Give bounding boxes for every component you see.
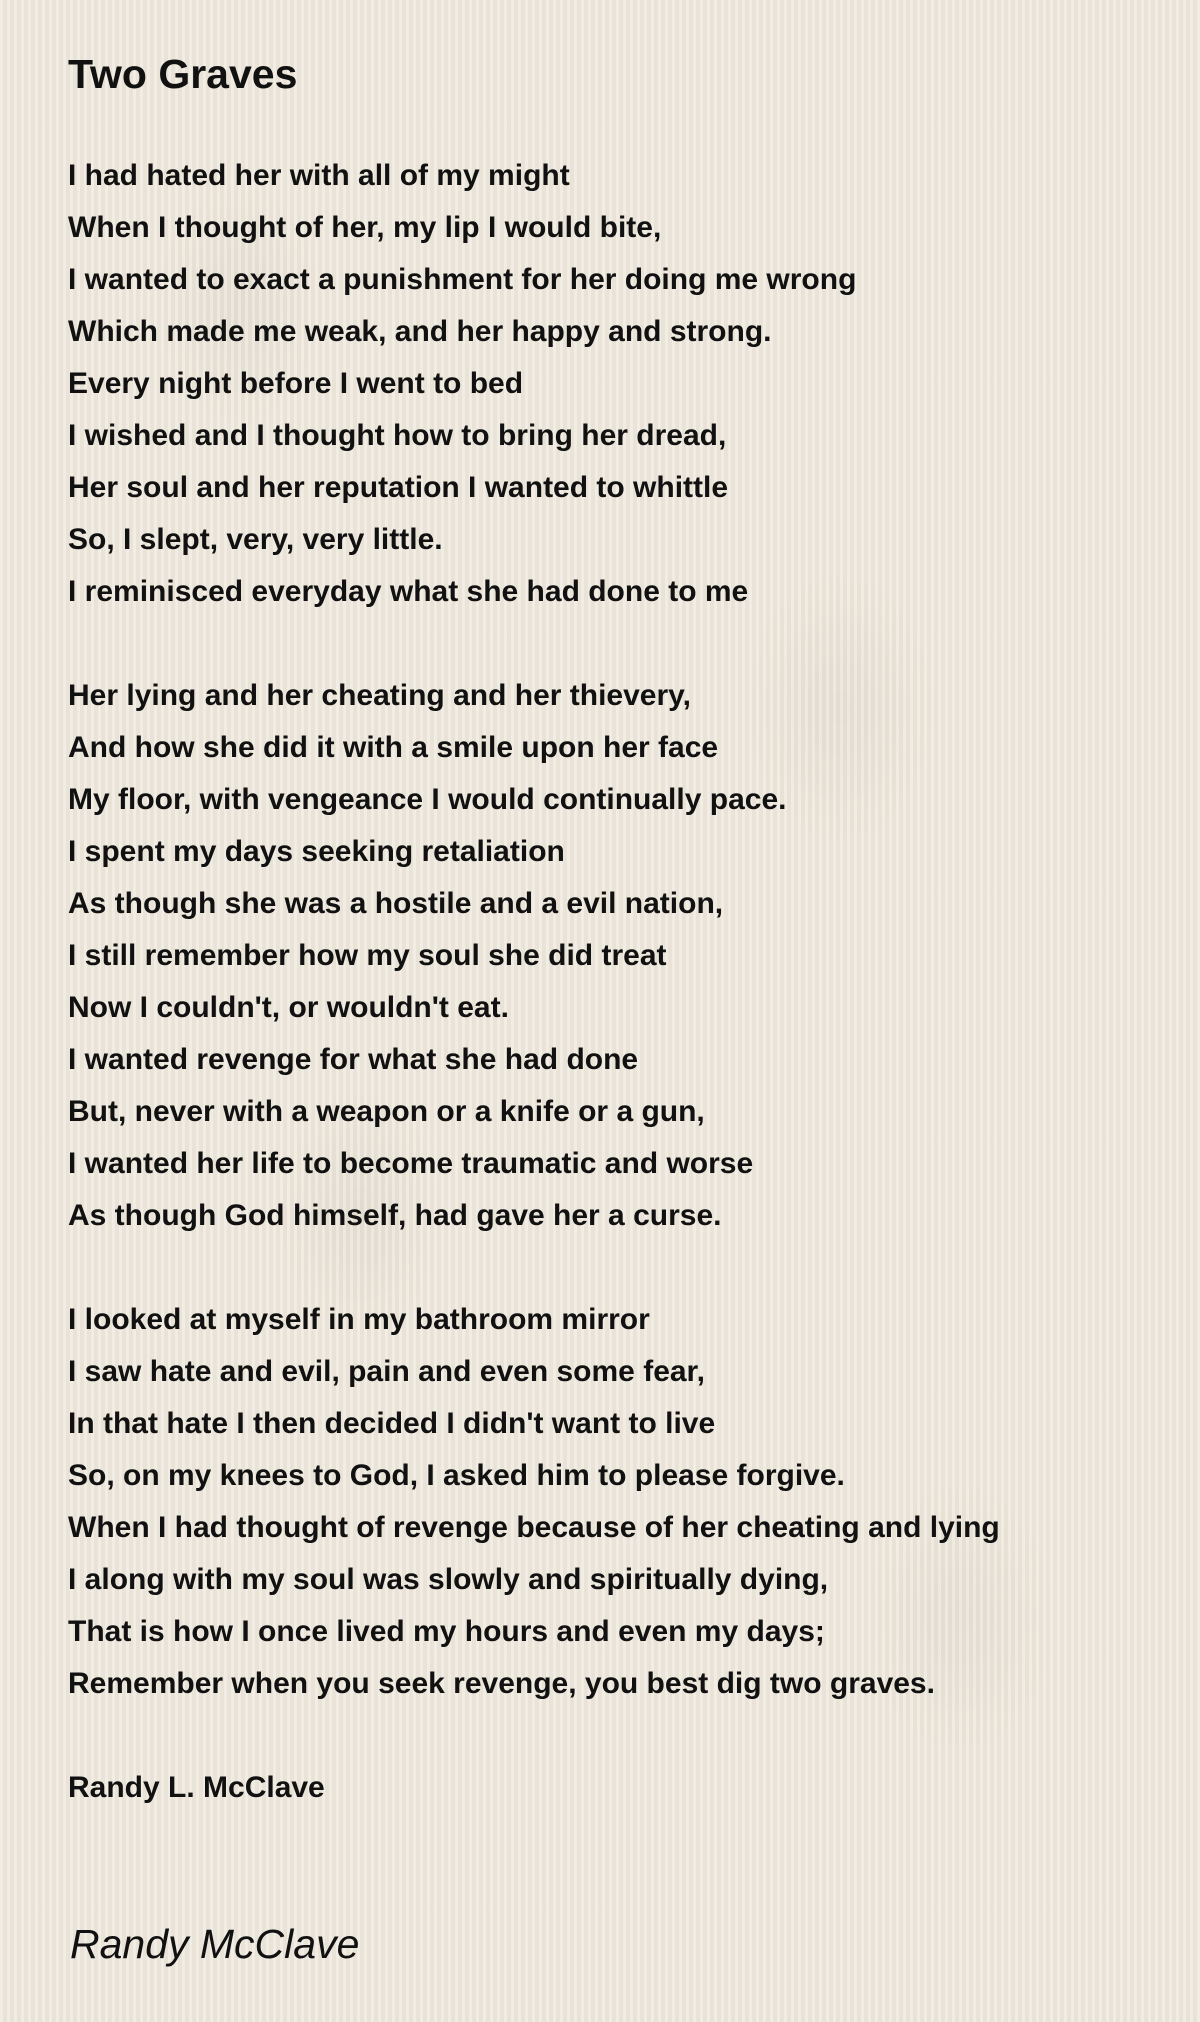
poem-line: That is how I once lived my hours and even my days; [68, 1615, 825, 1648]
poem-line: I wanted her life to become traumatic and worse [68, 1147, 754, 1180]
poem-line: As though God himself, had gave her a curse. [68, 1199, 722, 1232]
poem-line: My floor, with vengeance I would continually pace. [68, 783, 787, 816]
poem-line: Her lying and her cheating and her thievery, [68, 679, 691, 712]
author-signature: Randy McClave [70, 1921, 360, 1967]
poem-line: I wished and I thought how to bring her dread, [68, 419, 727, 452]
poem-line: Her soul and her reputation I wanted to whittle [68, 471, 729, 504]
poem-title: Two Graves [68, 51, 298, 97]
poem-line: Which made me weak, and her happy and strong. [68, 315, 772, 348]
poem-line: I had hated her with all of my might [68, 159, 570, 192]
poem-line: In that hate I then decided I didn't want to live [68, 1407, 716, 1440]
poem-line: And how she did it with a smile upon her face [68, 731, 719, 764]
poem-body [68, 150, 1168, 1814]
stanza-2 [68, 670, 1168, 1242]
poem-line: I reminisced everyday what she had done to me [68, 575, 749, 608]
poem-line: But, never with a weapon or a knife or a gun, [68, 1095, 705, 1128]
poem-line: When I thought of her, my lip I would bite, [68, 211, 662, 244]
poem-line: I along with my soul was slowly and spiritually dying, [68, 1563, 829, 1596]
poem-line: When I had thought of revenge because of her cheating and lying [68, 1511, 1000, 1544]
poem-line: I spent my days seeking retaliation [68, 835, 565, 868]
poem-line: Every night before I went to bed [68, 367, 524, 400]
poem-line: I wanted to exact a punishment for her doing me wrong [68, 263, 857, 296]
stanza-3 [68, 1294, 1168, 1710]
poem-line: So, I slept, very, very little. [68, 523, 443, 556]
poem-line: I looked at myself in my bathroom mirror [68, 1303, 650, 1336]
poem-line: So, on my knees to God, I asked him to please forgive. [68, 1459, 845, 1492]
poem-line: Now I couldn't, or wouldn't eat. [68, 991, 509, 1024]
poem-line: I wanted revenge for what she had done [68, 1043, 639, 1076]
poem-line: I still remember how my soul she did treat [68, 939, 667, 972]
poem-line: Remember when you seek revenge, you best dig two graves. [68, 1667, 935, 1700]
poem-author: Randy L. McClave [68, 1771, 325, 1804]
poem-line: As though she was a hostile and a evil nation, [68, 887, 724, 920]
stanza-1 [68, 150, 1168, 618]
poem-line: I saw hate and evil, pain and even some fear, [68, 1355, 705, 1388]
